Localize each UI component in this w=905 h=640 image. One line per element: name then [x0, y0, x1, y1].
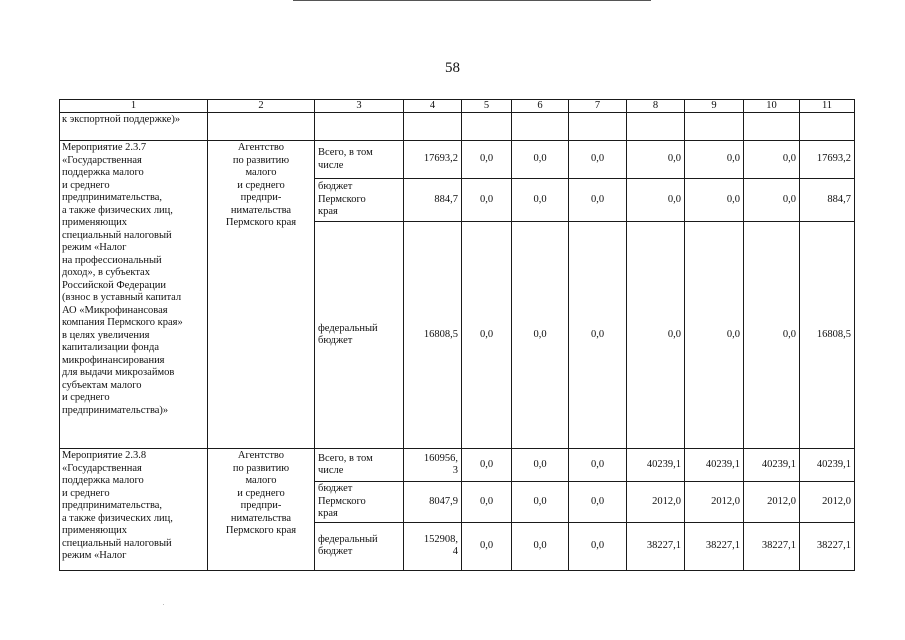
- column-number-9: 9: [685, 100, 744, 113]
- amount-cell: 0,0: [627, 222, 685, 449]
- amount-cell: 38227,1: [627, 522, 685, 570]
- amount-cell: 0,0: [512, 179, 569, 222]
- column-number-4: 4: [404, 100, 462, 113]
- table-row: [60, 449, 855, 482]
- amount-cell: 0,0: [512, 522, 569, 570]
- column-number-6: 6: [512, 100, 569, 113]
- amount-cell: 40239,1: [800, 449, 855, 482]
- amount-cell: 2012,0: [627, 482, 685, 523]
- amount-cell: 38227,1: [685, 522, 744, 570]
- amount-cell: 0,0: [685, 222, 744, 449]
- amount-cell: 0,0: [512, 482, 569, 523]
- amount-cell: 0,0: [744, 141, 800, 179]
- table-cell: [569, 113, 627, 141]
- amount-cell: 0,0: [569, 179, 627, 222]
- amount-cell: 884,7: [800, 179, 855, 222]
- table-cell: [744, 113, 800, 141]
- amount-cell: 0,0: [569, 141, 627, 179]
- column-number-7: 7: [569, 100, 627, 113]
- table-cell: [685, 113, 744, 141]
- amount-cell: 16808,5: [404, 222, 462, 449]
- header-rule: [293, 0, 651, 1]
- table-cell: [627, 113, 685, 141]
- table-cell: [800, 113, 855, 141]
- amount-cell: 8047,9: [404, 482, 462, 523]
- amount-cell: 0,0: [512, 222, 569, 449]
- column-number-10: 10: [744, 100, 800, 113]
- table-cell: [404, 113, 462, 141]
- column-number-3: 3: [315, 100, 404, 113]
- amount-cell: 0,0: [627, 179, 685, 222]
- table-body: [60, 100, 855, 571]
- amount-cell: 0,0: [627, 141, 685, 179]
- amount-cell: 152908, 4: [404, 522, 462, 570]
- amount-cell: 38227,1: [744, 522, 800, 570]
- funding-source: Всего, в том числе: [315, 449, 404, 482]
- amount-cell: 0,0: [685, 179, 744, 222]
- scan-speck: [163, 604, 164, 605]
- amount-cell: 17693,2: [404, 141, 462, 179]
- responsible-agency: Агентство по развитию малого и среднего предпри- нимательства Пермского края: [208, 449, 315, 571]
- amount-cell: 0,0: [512, 141, 569, 179]
- amount-cell: 0,0: [744, 222, 800, 449]
- amount-cell: 0,0: [744, 179, 800, 222]
- amount-cell: 40239,1: [744, 449, 800, 482]
- amount-cell: 2012,0: [800, 482, 855, 523]
- funding-source: федеральный бюджет: [315, 222, 404, 449]
- amount-cell: 0,0: [569, 449, 627, 482]
- amount-cell: 0,0: [685, 141, 744, 179]
- amount-cell: 0,0: [462, 141, 512, 179]
- table-row: [60, 141, 855, 179]
- amount-cell: 38227,1: [800, 522, 855, 570]
- amount-cell: 0,0: [569, 482, 627, 523]
- funding-source: федеральный бюджет: [315, 522, 404, 570]
- amount-cell: 0,0: [462, 222, 512, 449]
- page-number: 58: [445, 60, 460, 76]
- responsible-agency: Агентство по развитию малого и среднего предпри- нимательства Пермского края: [208, 141, 315, 449]
- amount-cell: 40239,1: [685, 449, 744, 482]
- carry-over-text: к экспортной поддержке)»: [60, 113, 208, 141]
- table-cell: [462, 113, 512, 141]
- amount-cell: 16808,5: [800, 222, 855, 449]
- measure-description: Мероприятие 2.3.8 «Государственная поддержка малого и среднего предпринимательства, а также физических лиц, применяющих специальный налоговый режим «Налог: [60, 449, 208, 571]
- funding-source: бюджет Пермского края: [315, 482, 404, 523]
- amount-cell: 17693,2: [800, 141, 855, 179]
- funding-source: бюджет Пермского края: [315, 179, 404, 222]
- amount-cell: 2012,0: [685, 482, 744, 523]
- amount-cell: 2012,0: [744, 482, 800, 523]
- amount-cell: 0,0: [462, 482, 512, 523]
- amount-cell: 0,0: [569, 522, 627, 570]
- table-cell: [315, 113, 404, 141]
- amount-cell: 884,7: [404, 179, 462, 222]
- amount-cell: 0,0: [462, 449, 512, 482]
- table-cell: [208, 113, 315, 141]
- table-cell: [512, 113, 569, 141]
- amount-cell: 0,0: [462, 522, 512, 570]
- column-number-5: 5: [462, 100, 512, 113]
- amount-cell: 0,0: [569, 222, 627, 449]
- column-number-8: 8: [627, 100, 685, 113]
- amount-cell: 0,0: [462, 179, 512, 222]
- measure-description: Мероприятие 2.3.7 «Государственная поддержка малого и среднего предпринимательства, а также физических лиц, применяющих специальный налоговый режим «Налог на профессиональный доход», в субъектах Российской Федерации (взнос в уставный капитал АО «Микрофинансовая компания Пермского края» в целях увеличения капитализации фонда микрофинансирования для выдачи микрозаймов субъектам малого и среднего предпринимательства)»: [60, 141, 208, 449]
- funding-source: Всего, в том числе: [315, 141, 404, 179]
- column-number-row: [60, 100, 855, 113]
- amount-cell: 160956, 3: [404, 449, 462, 482]
- amount-cell: 0,0: [512, 449, 569, 482]
- column-number-11: 11: [800, 100, 855, 113]
- column-number-2: 2: [208, 100, 315, 113]
- carry-over-row: [60, 113, 855, 141]
- column-number-1: 1: [60, 100, 208, 113]
- budget-table: [59, 99, 855, 571]
- amount-cell: 40239,1: [627, 449, 685, 482]
